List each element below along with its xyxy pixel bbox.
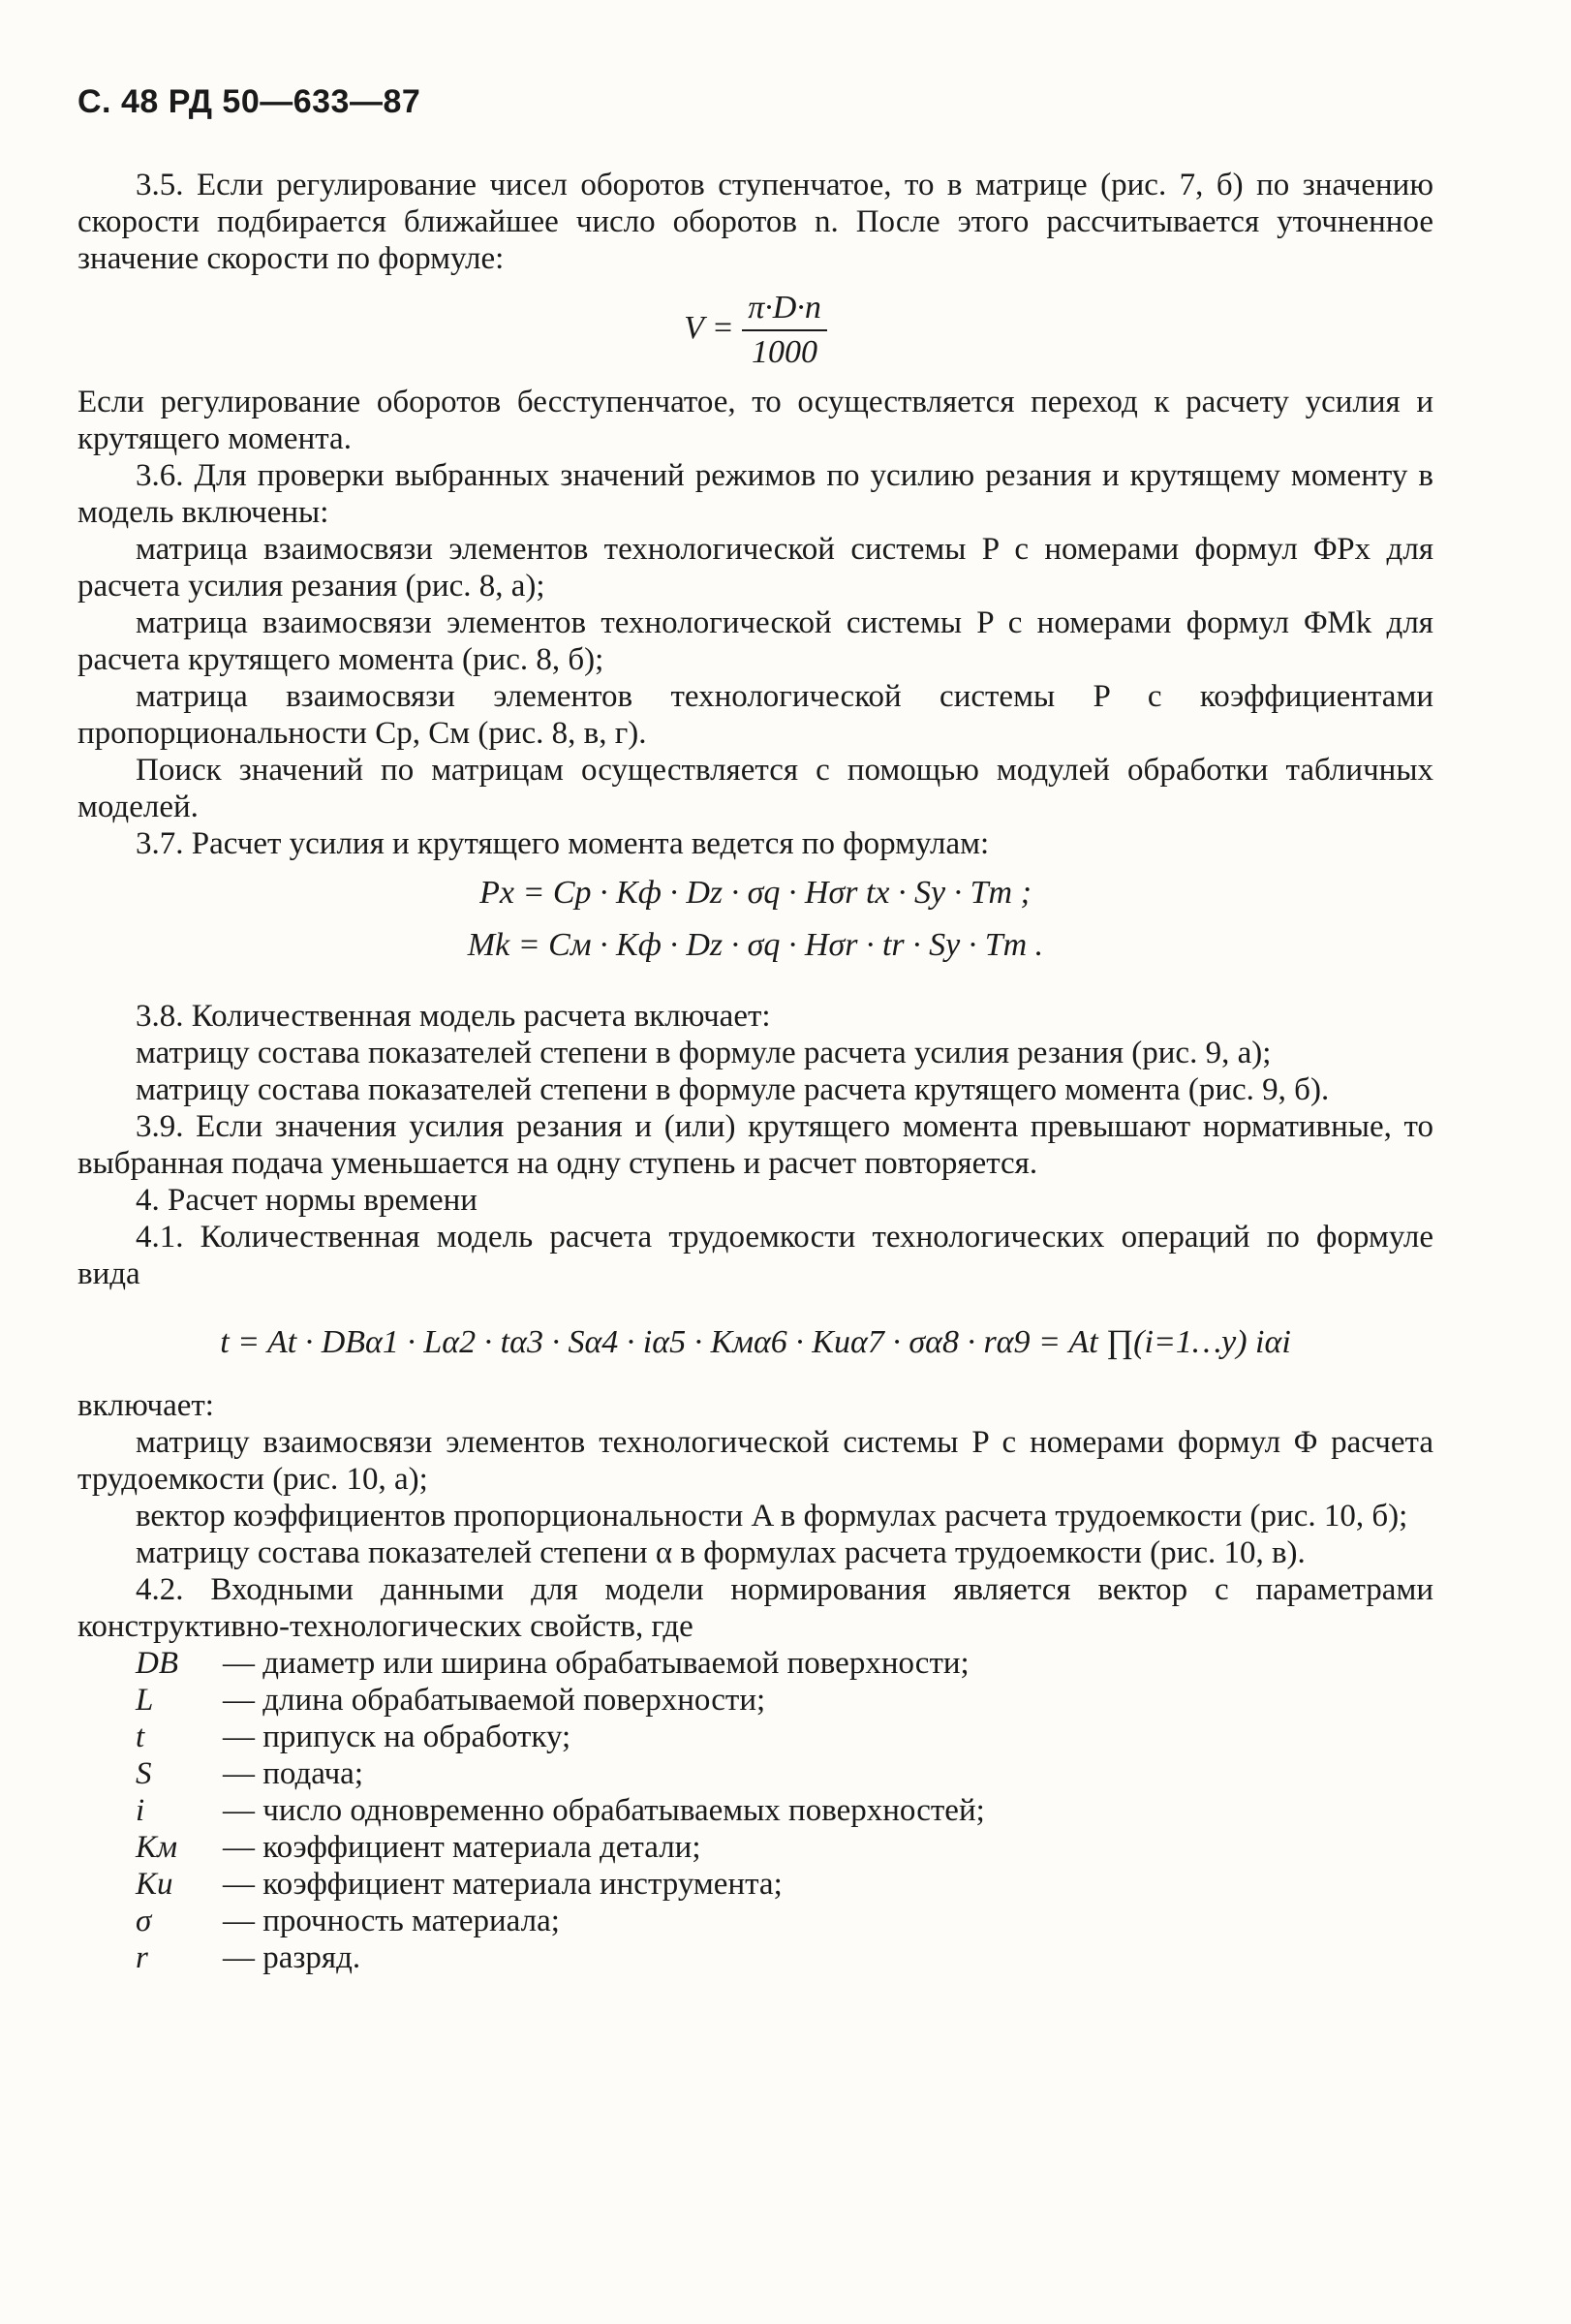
definition-symbol: r — [136, 1940, 148, 1975]
definition-description: — диаметр или ширина обрабатываемой поверхности; — [223, 1646, 970, 1681]
definition-symbol: σ — [136, 1904, 152, 1938]
paragraph-3-6-d: Поиск значений по матрицам осуществляется с помощью модулей обработки табличных моделей. — [77, 753, 1433, 824]
definition-symbol: L — [136, 1683, 154, 1718]
paragraph-3-6-b: матрица взаимосвязи элементов технологической системы P с номерами формул ΦMk для расчета крутящего момента (рис. 8, б); — [77, 605, 1433, 677]
definition-symbol: t — [136, 1720, 145, 1754]
paragraph-3-9: 3.9. Если значения усилия резания и (или) крутящего момента превышают нормативные, то выбранная подача уменьшается на одну ступень и расчет повторяется. — [77, 1109, 1433, 1181]
paragraph-4-1-a: матрицу взаимосвязи элементов технологической системы P с номерами формул Φ расчета трудоемкости (рис. 10, а); — [77, 1425, 1433, 1497]
paragraph-3-8-b: матрицу состава показателей степени в формуле расчета крутящего момента (рис. 9, б). — [136, 1072, 1330, 1107]
paragraph-3-5-cont: Если регулирование оборотов бесступенчатое, то осуществляется переход к расчету усилия и крутящего момента. — [77, 385, 1433, 456]
definition-row — [136, 1645, 1433, 1682]
paragraph-4-1: 4.1. Количественная модель расчета трудоемкости технологических операций по формуле вида — [77, 1220, 1433, 1291]
definition-row — [136, 1792, 1433, 1829]
definition-description: — припуск на обработку; — [223, 1720, 571, 1754]
paragraph-3-7: 3.7. Расчет усилия и крутящего момента ведется по формулам: — [136, 826, 990, 861]
definition-description: — длина обрабатываемой поверхности; — [223, 1683, 766, 1718]
formula-v-denominator: 1000 — [752, 334, 818, 370]
definition-row — [136, 1829, 1433, 1866]
definition-row — [136, 1903, 1433, 1939]
definition-symbol: S — [136, 1756, 152, 1791]
definition-list — [136, 1645, 1433, 1976]
formula-v-numerator: π·D·n — [742, 287, 827, 331]
paragraph-3-8-a: матрицу состава показателей степени в формуле расчета усилия резания (рис. 9, а); — [136, 1036, 1272, 1070]
definition-row — [136, 1866, 1433, 1903]
paragraph-4-1-b: вектор коэффициентов пропорциональности A в формулах расчета трудоемкости (рис. 10, б); — [136, 1499, 1408, 1534]
formula-mk: Mk = Cм · Kф · Dz · σq · Hσr · tr · Sy · Tm . — [467, 927, 1044, 963]
definition-row — [136, 1682, 1433, 1719]
definition-symbol: Kи — [136, 1867, 173, 1902]
formula-v-fraction — [742, 287, 827, 374]
definition-description: — разряд. — [223, 1940, 361, 1975]
document-body — [77, 167, 1433, 1976]
formula-v-lhs: V = — [684, 309, 734, 346]
paragraph-3-5: 3.5. Если регулирование чисел оборотов ступенчатое, то в матрице (рис. 7, б) по значению скорости подбирается ближайшее число оборотов n. После этого рассчитывается уточненное значение скорости по формуле: — [77, 168, 1433, 276]
definition-description: — число одновременно обрабатываемых поверхностей; — [223, 1793, 985, 1828]
definition-description: — коэффициент материала детали; — [223, 1830, 701, 1865]
section-4-title: 4. Расчет нормы времени — [136, 1183, 477, 1218]
definition-row — [136, 1755, 1433, 1792]
paragraph-3-6-c: матрица взаимосвязи элементов технологической системы P с коэффициентами пропорциональности Cр, Cм (рис. 8, в, г). — [77, 679, 1433, 751]
paragraph-3-6: 3.6. Для проверки выбранных значений режимов по усилию резания и крутящему моменту в модель включены: — [77, 458, 1433, 530]
definition-symbol: DB — [136, 1646, 178, 1681]
paragraph-3-8: 3.8. Количественная модель расчета включает: — [136, 999, 771, 1034]
paragraph-3-6-a: матрица взаимосвязи элементов технологической системы P с номерами формул ΦPx для расчета усилия резания (рис. 8, а); — [77, 532, 1433, 604]
page-header: С. 48 РД 50—633—87 — [77, 83, 421, 120]
definition-symbol: Kм — [136, 1830, 178, 1865]
definition-row — [136, 1939, 1433, 1976]
formula-t: t = At · DBα1 · Lα2 · tα3 · Sα4 · iα5 · Kмα6 · Kиα7 · σα8 · rα9 = At ∏(i=1…y) iαi — [220, 1324, 1291, 1360]
definition-description: — прочность материала; — [223, 1904, 560, 1938]
definition-symbol: i — [136, 1793, 145, 1828]
definition-description: — подача; — [223, 1756, 363, 1791]
definition-row — [136, 1719, 1433, 1755]
paragraph-4-2: 4.2. Входными данными для модели нормирования является вектор с параметрами конструктивно-технологических свойств, где — [77, 1572, 1433, 1644]
paragraph-4-1-includes: включает: — [77, 1388, 214, 1423]
formula-v — [77, 287, 1433, 374]
definition-description: — коэффициент материала инструмента; — [223, 1867, 783, 1902]
formula-px: Px = Cp · Kф · Dz · σq · Hσr tx · Sy · Tm ; — [479, 875, 1032, 911]
paragraph-4-1-c: матрицу состава показателей степени α в формулах расчета трудоемкости (рис. 10, в). — [136, 1535, 1306, 1570]
